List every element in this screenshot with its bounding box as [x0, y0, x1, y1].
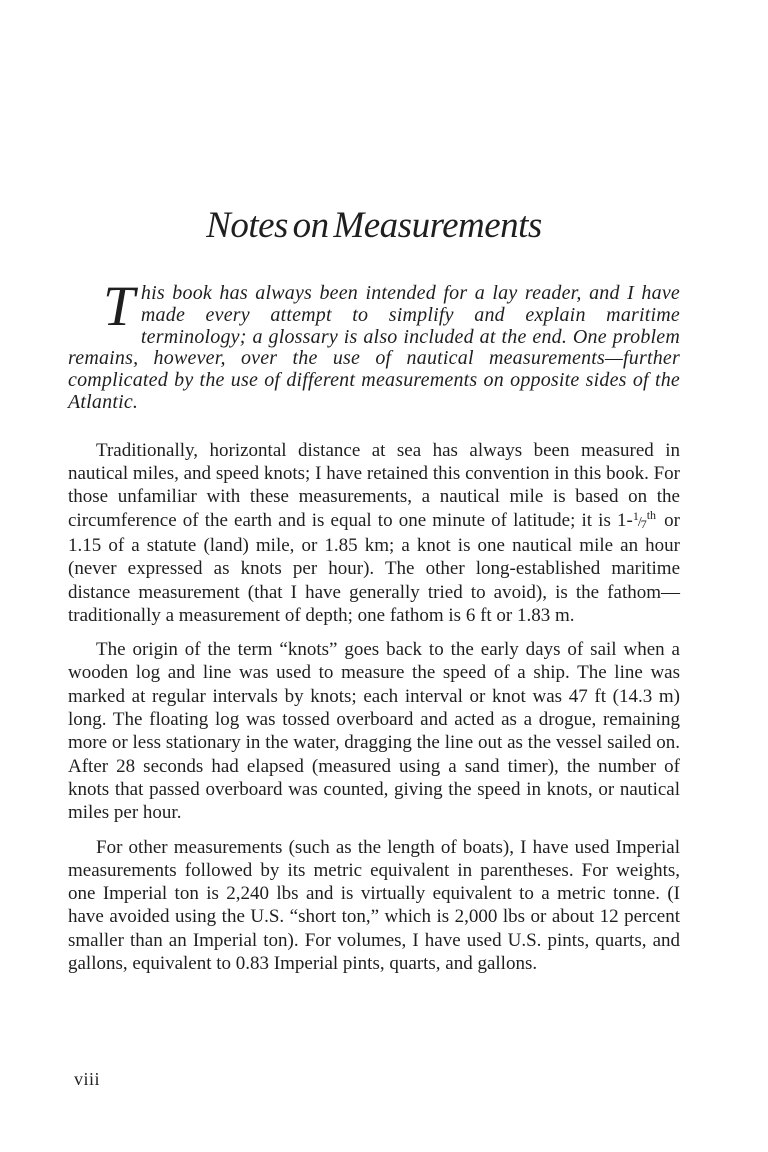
fraction-one-seventh	[633, 510, 646, 531]
paragraph-segment-after-fraction: or 1.15 of a statute (land) mile, or 1.85 km; a knot is one nautical mile an hour (never expressed as knots per hour). The other long-established maritime distance measurement (that I have generally tried to avoid), is the fathom—traditionally a measurement of depth; one fathom is 6 ft or 1.83 m.	[68, 509, 681, 626]
drop-cap: T	[103, 275, 135, 338]
page-title: Notes on Measurements	[206, 205, 542, 246]
body-paragraph-knots-origin: The origin of the term “knots” goes back to the early days of sail when a wooden log and line was used to measure the speed of a ship. The line was marked at regular intervals by knots; each interval or knot was 47 ft (14.3 m) long. The floating log was tossed overboard and acted as a drogue, remaining more or less stationary in the water, dragging the line out as the vessel sailed on. After 28 seconds had elapsed (measured using a sand timer), the number of knots that passed overboard was counted, giving the speed in knots, or nautical miles per hour.	[68, 639, 680, 824]
fraction-slash: /	[637, 514, 641, 530]
text-block	[68, 275, 681, 986]
body-paragraph-nautical-miles	[68, 439, 680, 627]
intro-paragraph-text: his book has always been intended for a lay reader, and I have made every attempt to simplify and explain maritime terminology; a glossary is also included at the end. One problem remains, however, over the use of nautical measurements—further complicated by the use of different measurements on opposite sides of the Atlantic.	[68, 282, 680, 413]
fraction-denominator: 7	[640, 516, 646, 531]
page-number: viii	[74, 1069, 101, 1089]
fraction-numerator: 1	[632, 508, 638, 523]
paragraph-segment-before-fraction: Traditionally, horizontal distance at sea has always been measured in nautical miles, and speed knots; I have retained this convention in this book. For those unfamiliar with these measurements, a nautical mile is based on the circumference of the earth and is equal to one minute of latitude; it is 1-	[68, 439, 680, 531]
body-paragraph-imperial-units: For other measurements (such as the length of boats), I have used Imperial measurements followed by its metric equivalent in parentheses. For weights, one Imperial ton is 2,240 lbs and is virtually equivalent to a metric tonne. (I have avoided using the U.S. “short ton,” which is 2,000 lbs or about 12 percent smaller than an Imperial ton). For volumes, I have used U.S. pints, quarts, and gallons, equivalent to 0.83 Imperial pints, quarts, and gallons.	[68, 836, 680, 975]
ordinal-suffix: th	[646, 507, 657, 522]
intro-paragraph	[68, 275, 680, 414]
